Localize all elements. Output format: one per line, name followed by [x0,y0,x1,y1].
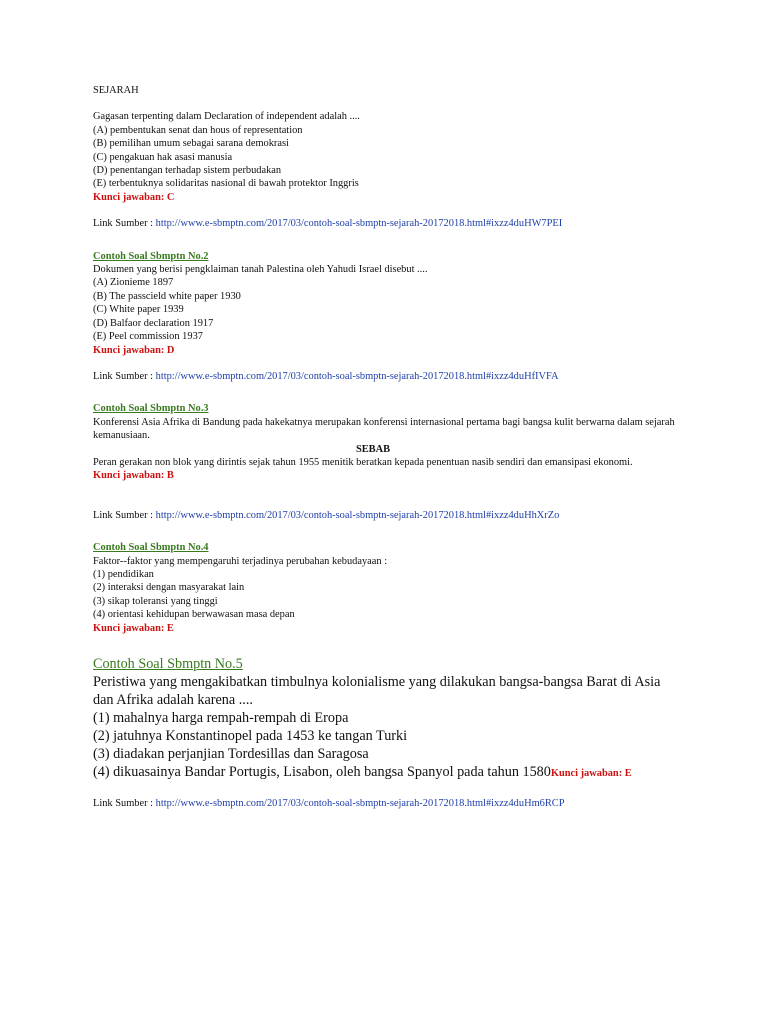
source-link[interactable]: http://www.e-sbmptn.com/2017/03/contoh-soal-sbmptn-sejarah-20172018.html#ixzz4duHhXrZo [155,509,560,521]
question-heading[interactable]: Contoh Soal Sbmptn No.4 [93,542,209,554]
source-link-row [93,509,693,522]
question-text: Peristiwa yang mengakibatkan timbulnya kolonialisme yang dilakukan bangsa-bangsa Barat di Asia dan Afrika adalah karena .... [93,674,661,708]
option: (E) terbentuknya solidaritas nasional di bawah protektor Inggris [93,178,359,190]
source-link-row [93,370,693,383]
option: (2) jatuhnya Konstantinopel pada 1453 ke tangan Turki [93,728,408,744]
question-1 [93,110,693,230]
option: (C) pengakuan hak asasi manusia [93,151,233,163]
option: (1) pendidikan [93,568,154,580]
source-link[interactable]: http://www.e-sbmptn.com/2017/03/contoh-soal-sbmptn-sejarah-20172018.html#ixzz4duHfIVFA [155,370,559,382]
answer-key: Kunci jawaban: C [93,191,175,203]
sebab-label: SEBAB [355,443,391,455]
question-5 [93,655,693,810]
answer-key: Kunci jawaban: B [93,470,174,482]
question-text: Gagasan terpenting dalam Declaration of independent adalah .... [93,111,360,123]
document-page [93,84,693,810]
question-text: Faktor--faktor yang mempengaruhi terjadinya perubahan kebudayaan : [93,555,388,567]
answer-key: Kunci jawaban: E [550,768,632,779]
option: (E) Peel commission 1937 [93,331,203,343]
source-link[interactable]: http://www.e-sbmptn.com/2017/03/contoh-soal-sbmptn-sejarah-20172018.html#ixzz4duHW7PEI [155,218,563,230]
option: (2) interaksi dengan masyarakat lain [93,582,245,594]
question-heading[interactable]: Contoh Soal Sbmptn No.5 [93,656,243,672]
option: (A) Zionieme 1897 [93,277,174,289]
page-title: SEJARAH [93,85,139,96]
option: (4) dikuasainya Bandar Portugis, Lisabon, oleh bangsa Spanyol pada tahun 1580 [93,764,551,780]
option: (1) mahalnya harga rempah-rempah di Eropa [93,710,349,726]
statement: Konferensi Asia Afrika di Bandung pada hakekatnya merupakan konferensi internasional pertama bagi bangsa kulit berwarna dalam sejarah kemanusiaan. [93,416,675,442]
option: (A) pembentukan senat dan hous of representation [93,124,303,136]
answer-key: Kunci jawaban: E [93,622,174,634]
source-link-row [93,217,693,230]
option-with-answer [93,763,693,783]
option: (D) Balfaor declaration 1917 [93,317,214,329]
option: (3) sikap toleransi yang tinggi [93,595,218,607]
question-3 [93,389,693,522]
question-heading[interactable]: Contoh Soal Sbmptn No.3 [93,403,209,415]
option: (4) orientasi kehidupan berwawasan masa depan [93,609,295,621]
source-link-label: Link Sumber : [93,509,156,521]
question-4 [93,528,693,635]
statement: Peran gerakan non blok yang dirintis sejak tahun 1955 menitik beratkan kepada penentuan nasib sendiri dan emansipasi ekonomi. [93,456,633,468]
option: (B) The passcield white paper 1930 [93,290,241,302]
source-link-label: Link Sumber : [93,370,156,382]
answer-key: Kunci jawaban: D [93,344,175,356]
question-text: Dokumen yang berisi pengklaiman tanah Palestina oleh Yahudi Israel disebut .... [93,264,428,276]
question-2 [93,237,693,384]
source-link-label: Link Sumber : [93,218,156,230]
source-link[interactable]: http://www.e-sbmptn.com/2017/03/contoh-soal-sbmptn-sejarah-20172018.html#ixzz4duHm6RCP [155,798,565,809]
option: (C) White paper 1939 [93,304,184,316]
question-heading[interactable]: Contoh Soal Sbmptn No.2 [93,250,209,262]
option: (3) diadakan perjanjian Tordesillas dan Saragosa [93,746,369,762]
source-link-label: Link Sumber : [93,798,156,809]
option: (B) pemilihan umum sebagai sarana demokrasi [93,138,289,150]
option: (D) penentangan terhadap sistem perbudakan [93,165,282,177]
source-link-row [93,797,693,810]
